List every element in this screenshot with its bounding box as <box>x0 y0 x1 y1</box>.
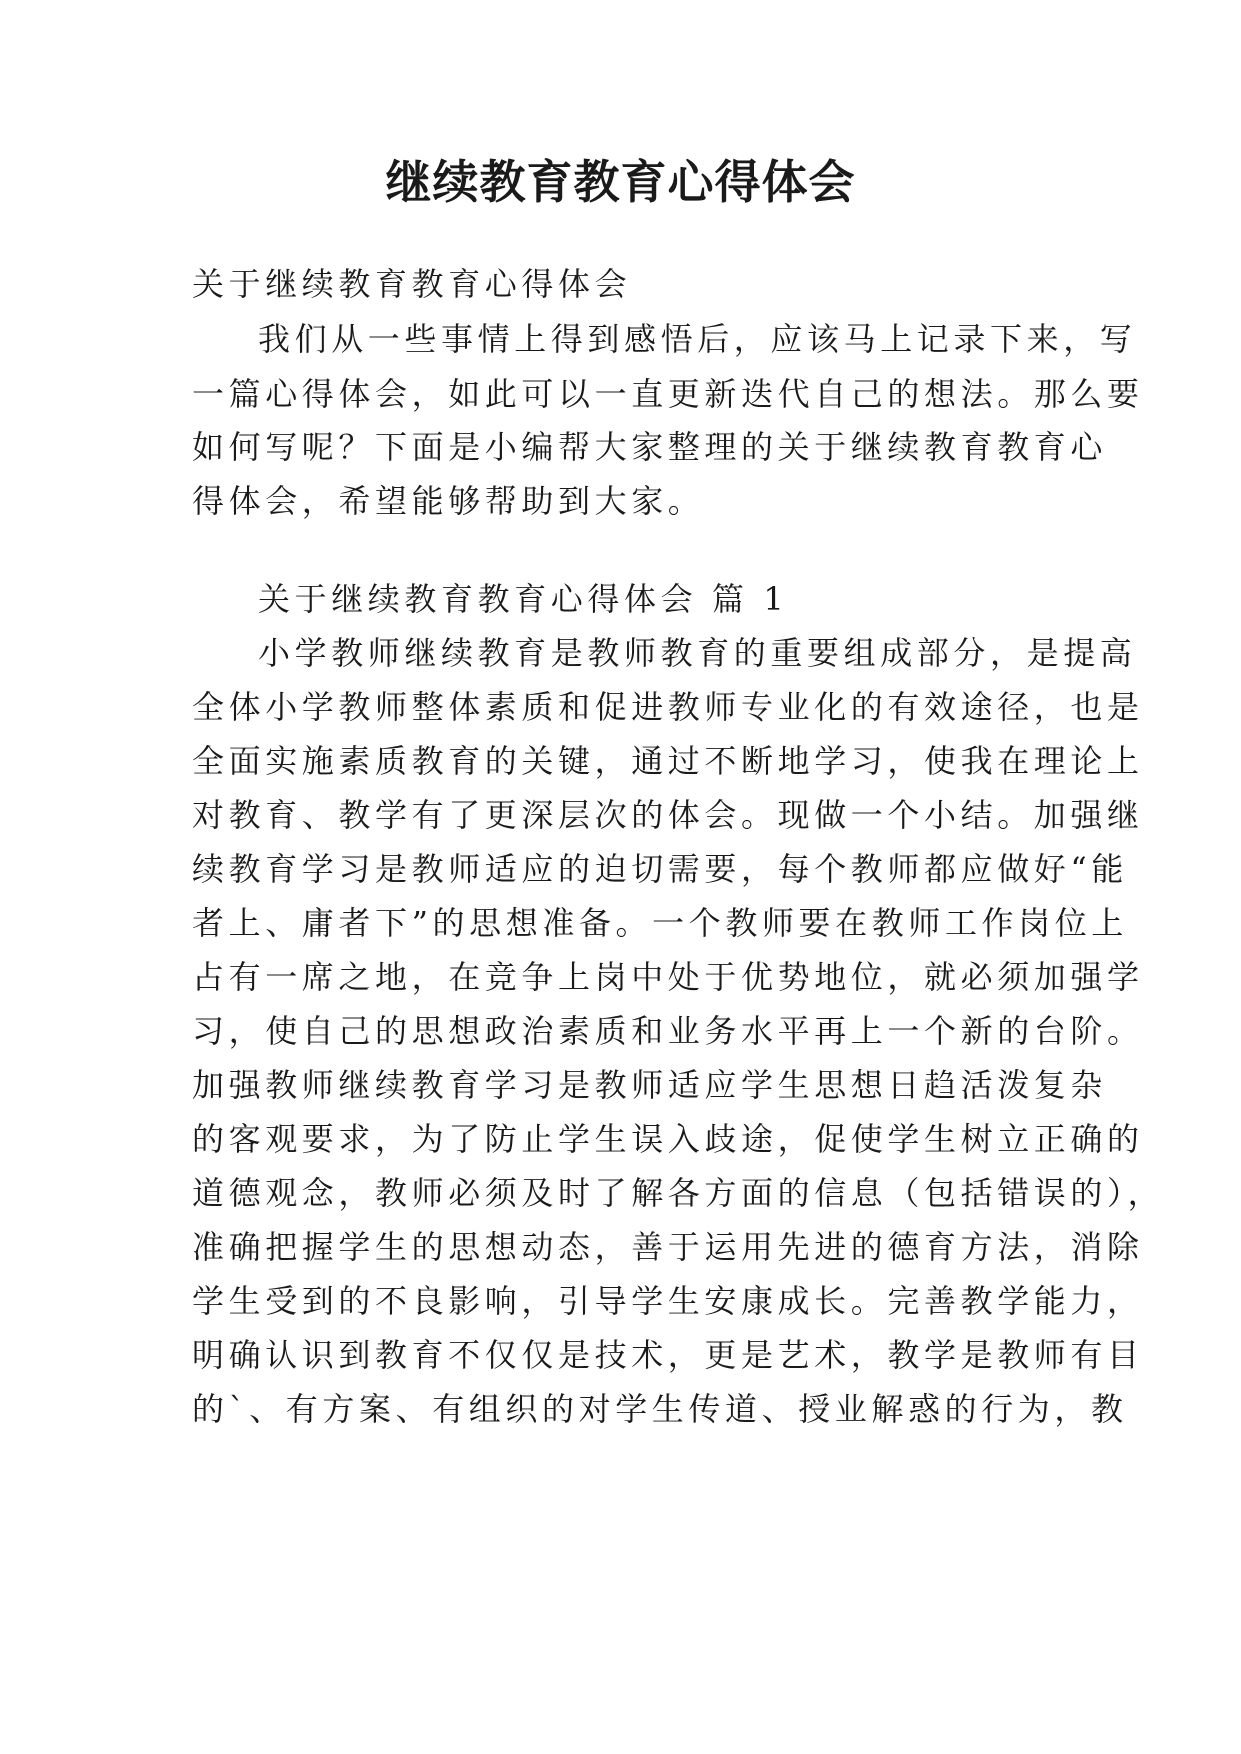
body-line: 全面实施素质教育的关键，通过不断地学习，使我在理论上 <box>192 742 1144 780</box>
body-line: 全体小学教师整体素质和促进教师专业化的有效途径，也是 <box>192 688 1144 726</box>
body-line: 占有一席之地，在竞争上岗中处于优势地位，就必须加强学 <box>192 958 1144 996</box>
body-line: 续教育学习是教师适应的迫切需要，每个教师都应做好“能 <box>192 850 1128 888</box>
intro-line: 得体会，希望能够帮助到大家。 <box>192 482 705 520</box>
body-line: 的`、有方案、有组织的对学生传道、授业解惑的行为，教 <box>192 1390 1128 1428</box>
intro-line: 如何写呢？下面是小编帮大家整理的关于继续教育教育心 <box>192 428 1108 466</box>
body-line: 习，使自己的思想政治素质和业务水平再上一个新的台阶。 <box>192 1012 1144 1050</box>
intro-line: 我们从一些事情上得到感悟后，应该马上记录下来，写 <box>258 320 1137 358</box>
section-heading: 关于继续教育教育心得体会 篇 1 <box>258 580 789 618</box>
body-line: 对教育、教学有了更深层次的体会。现做一个小结。加强继 <box>192 796 1144 834</box>
document-subtitle: 关于继续教育教育心得体会 <box>192 265 632 303</box>
body-line: 准确把握学生的思想动态，善于运用先进的德育方法，消除 <box>192 1228 1144 1266</box>
document-title: 继续教育教育心得体会 <box>385 155 856 209</box>
body-line: 者上、庸者下”的思想准备。一个教师要在教师工作岗位上 <box>192 904 1128 942</box>
body-line: 道德观念，教师必须及时了解各方面的信息（包括错误的）， <box>192 1174 1165 1212</box>
body-line: 小学教师继续教育是教师教育的重要组成部分，是提高 <box>258 634 1137 672</box>
intro-line: 一篇心得体会，如此可以一直更新迭代自己的想法。那么要 <box>192 375 1144 413</box>
body-line: 明确认识到教育不仅仅是技术，更是艺术，教学是教师有目 <box>192 1336 1144 1374</box>
body-line: 的客观要求，为了防止学生误入歧途，促使学生树立正确的 <box>192 1120 1144 1158</box>
body-line: 加强教师继续教育学习是教师适应学生思想日趋活泼复杂 <box>192 1066 1108 1104</box>
body-line: 学生受到的不良影响，引导学生安康成长。完善教学能力， <box>192 1282 1144 1320</box>
